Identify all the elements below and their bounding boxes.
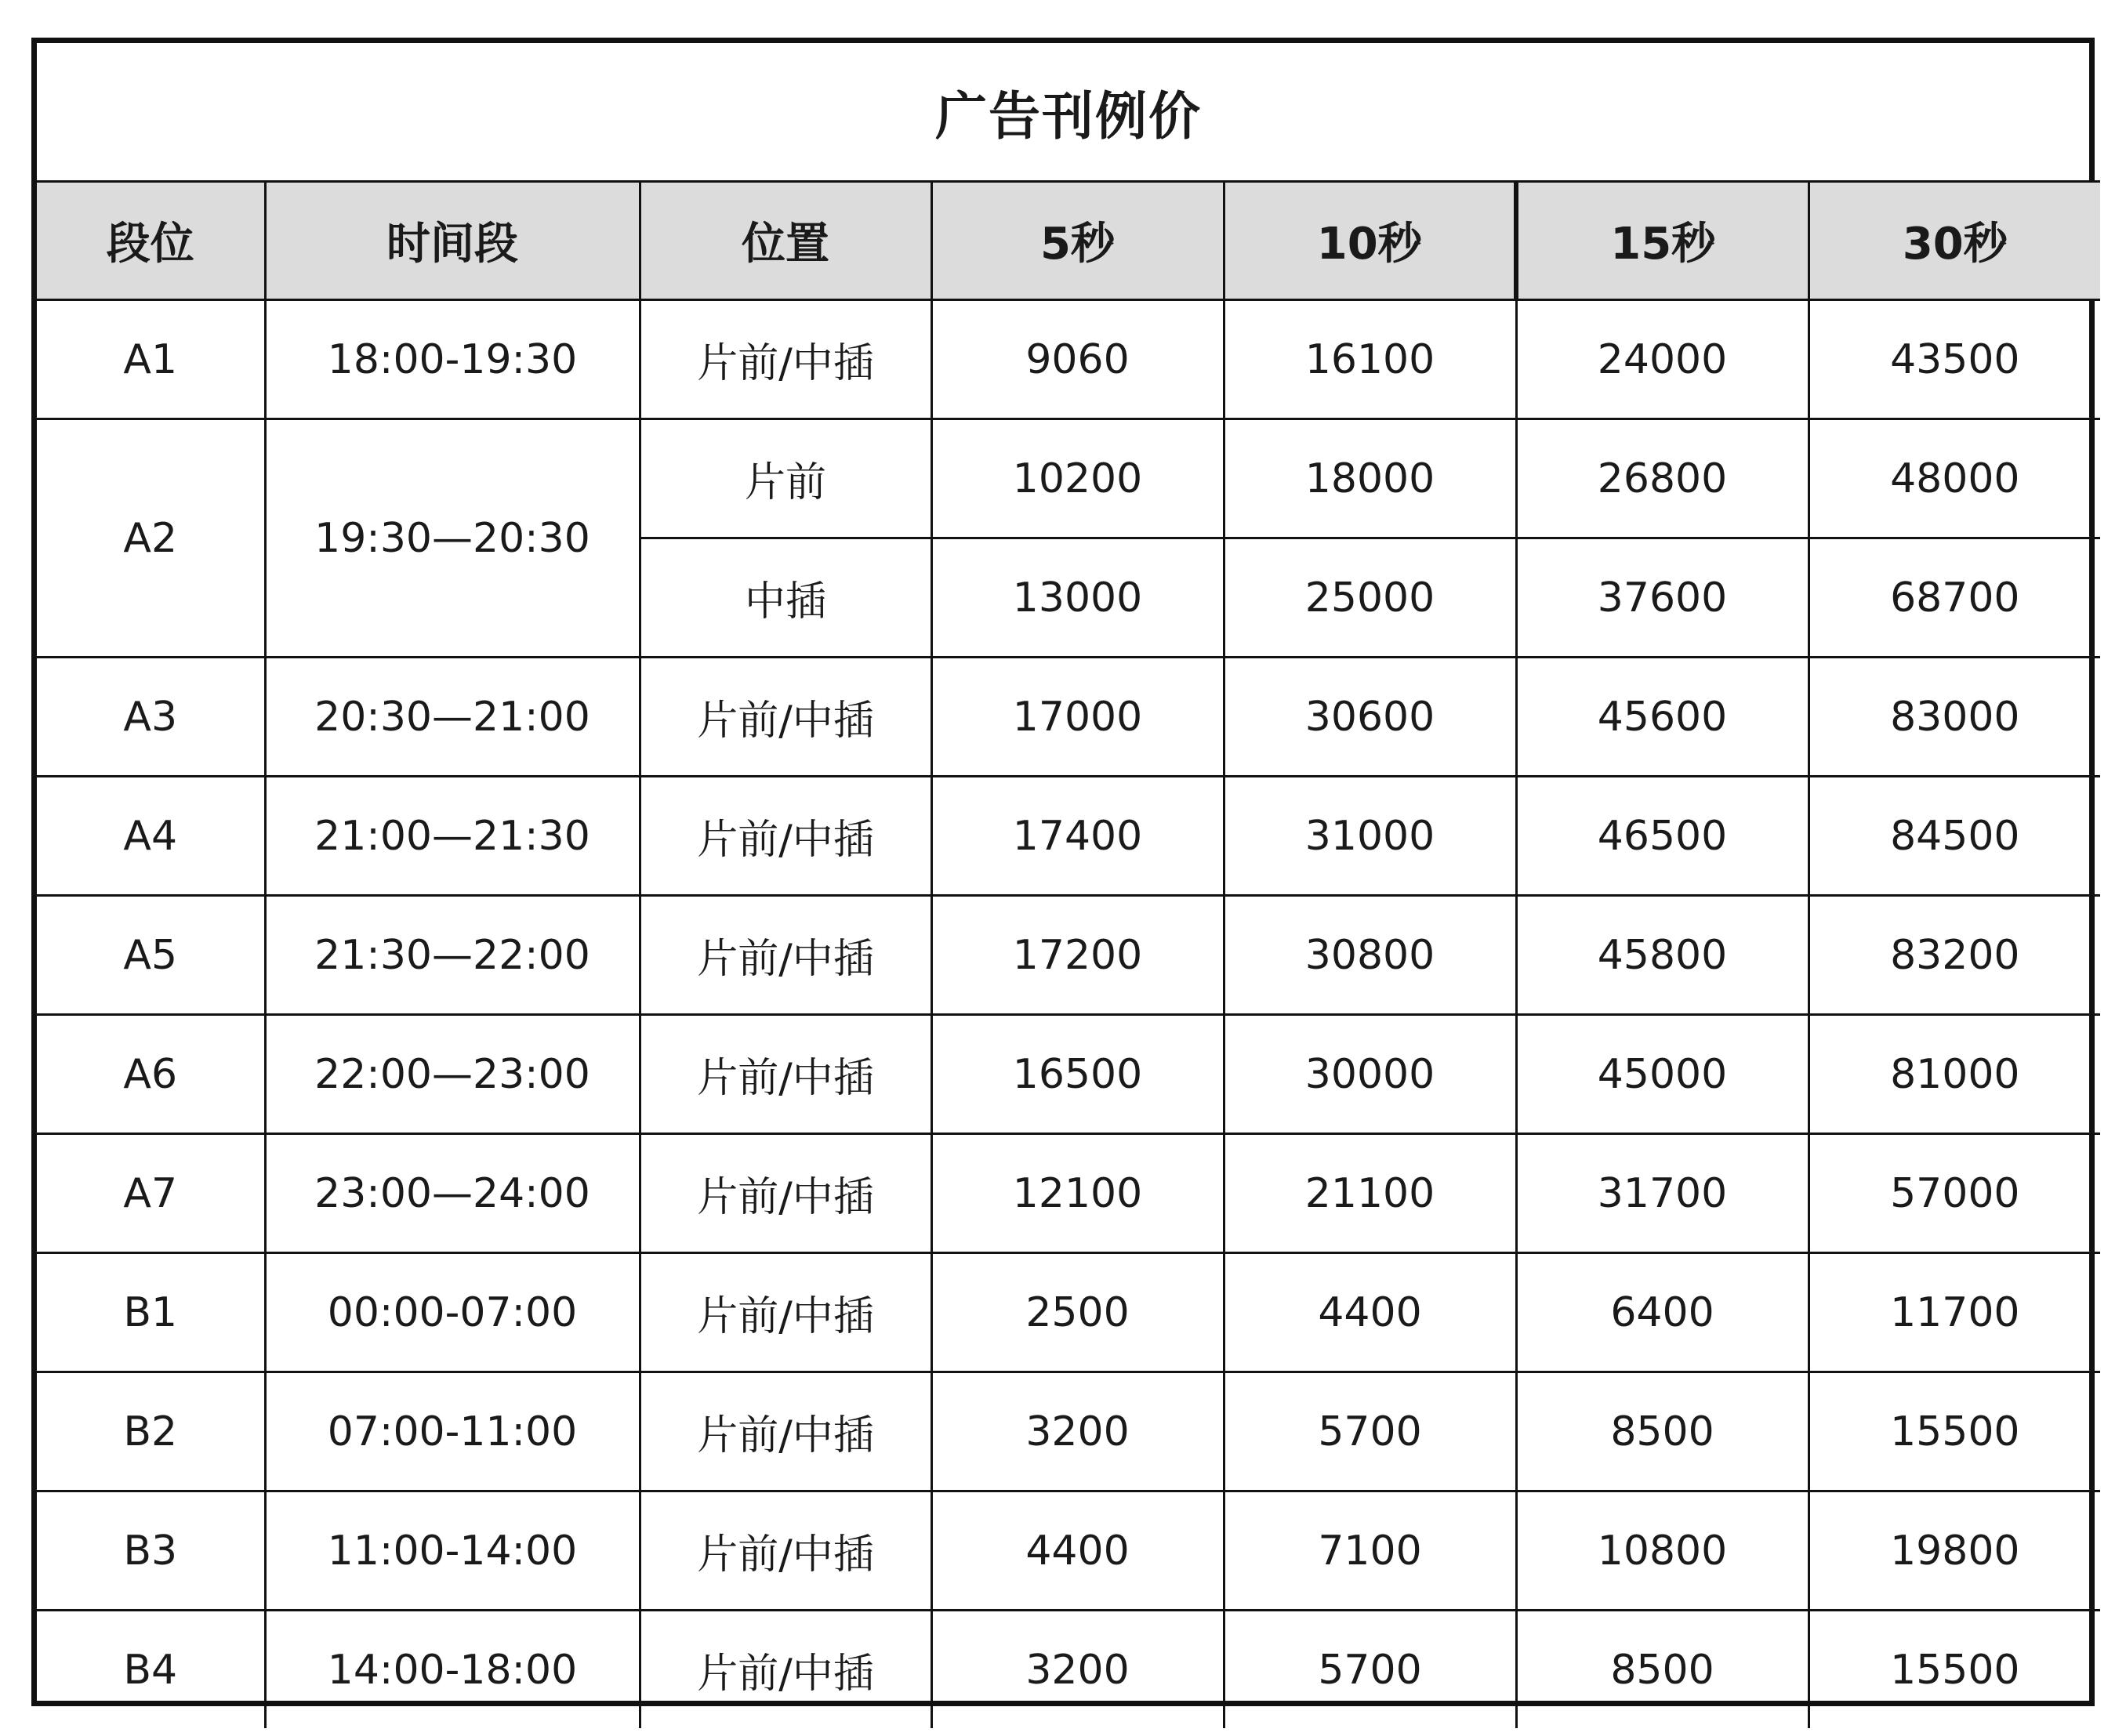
cell-price-10s: 18000 (1224, 419, 1516, 538)
cell-price-30s: 43500 (1809, 300, 2100, 419)
cell-segment: A3 (37, 658, 265, 777)
cell-price-5s: 2500 (931, 1253, 1224, 1372)
cell-segment: B3 (37, 1491, 265, 1611)
cell-price-5s: 4400 (931, 1491, 1224, 1611)
cell-price-15s: 8500 (1516, 1611, 1809, 1729)
cell-price-15s: 46500 (1516, 777, 1809, 896)
cell-price-10s: 30000 (1224, 1015, 1516, 1134)
cell-position: 片前/中插 (640, 777, 931, 896)
cell-price-15s: 24000 (1516, 300, 1809, 419)
header-time-slot: 时间段 (265, 182, 640, 300)
cell-price-10s: 30800 (1224, 896, 1516, 1015)
table-title: 广告刊例价 (37, 43, 2100, 182)
table-row (37, 1611, 2100, 1729)
cell-segment: A2 (37, 419, 265, 658)
cell-price-5s: 9060 (931, 300, 1224, 419)
cell-time-slot: 22:00—23:00 (265, 1015, 640, 1134)
cell-segment: A4 (37, 777, 265, 896)
cell-price-10s: 21100 (1224, 1134, 1516, 1253)
header-segment: 段位 (37, 182, 265, 300)
cell-time-slot: 07:00-11:00 (265, 1372, 640, 1491)
cell-price-10s: 16100 (1224, 300, 1516, 419)
header-position: 位置 (640, 182, 931, 300)
cell-price-5s: 17400 (931, 777, 1224, 896)
cell-price-15s: 45600 (1516, 658, 1809, 777)
cell-price-15s: 8500 (1516, 1372, 1809, 1491)
cell-position: 中插 (640, 538, 931, 658)
cell-segment: A7 (37, 1134, 265, 1253)
table-row (37, 1015, 2100, 1134)
cell-time-slot: 21:00—21:30 (265, 777, 640, 896)
cell-position: 片前 (640, 419, 931, 538)
cell-position: 片前/中插 (640, 658, 931, 777)
cell-price-15s: 6400 (1516, 1253, 1809, 1372)
cell-segment: B2 (37, 1372, 265, 1491)
cell-price-15s: 45800 (1516, 896, 1809, 1015)
header-5-seconds: 5秒 (931, 182, 1224, 300)
cell-time-slot: 11:00-14:00 (265, 1491, 640, 1611)
title-row (37, 43, 2100, 182)
table-row (37, 896, 2100, 1015)
cell-price-15s: 37600 (1516, 538, 1809, 658)
cell-time-slot: 18:00-19:30 (265, 300, 640, 419)
cell-time-slot: 00:00-07:00 (265, 1253, 640, 1372)
cell-segment: B4 (37, 1611, 265, 1729)
cell-price-30s: 81000 (1809, 1015, 2100, 1134)
table-row (37, 658, 2100, 777)
cell-price-15s: 10800 (1516, 1491, 1809, 1611)
cell-price-30s: 19800 (1809, 1491, 2100, 1611)
table-row (37, 1134, 2100, 1253)
cell-time-slot: 23:00—24:00 (265, 1134, 640, 1253)
cell-price-15s: 45000 (1516, 1015, 1809, 1134)
cell-position: 片前/中插 (640, 1611, 931, 1729)
cell-time-slot: 14:00-18:00 (265, 1611, 640, 1729)
cell-price-5s: 3200 (931, 1372, 1224, 1491)
cell-price-30s: 48000 (1809, 419, 2100, 538)
cell-segment: A5 (37, 896, 265, 1015)
cell-price-5s: 3200 (931, 1611, 1224, 1729)
cell-price-30s: 11700 (1809, 1253, 2100, 1372)
table-row (37, 300, 2100, 419)
cell-price-30s: 83000 (1809, 658, 2100, 777)
table-row (37, 1372, 2100, 1491)
cell-position: 片前/中插 (640, 1372, 931, 1491)
cell-segment: B1 (37, 1253, 265, 1372)
cell-price-10s: 31000 (1224, 777, 1516, 896)
cell-position: 片前/中插 (640, 300, 931, 419)
table-row (37, 419, 2100, 538)
cell-price-5s: 12100 (931, 1134, 1224, 1253)
cell-price-30s: 68700 (1809, 538, 2100, 658)
table-row (37, 777, 2100, 896)
cell-price-10s: 30600 (1224, 658, 1516, 777)
cell-price-30s: 83200 (1809, 896, 2100, 1015)
header-15-seconds: 15秒 (1516, 182, 1809, 300)
cell-price-10s: 25000 (1224, 538, 1516, 658)
cell-price-30s: 84500 (1809, 777, 2100, 896)
cell-price-5s: 10200 (931, 419, 1224, 538)
cell-price-5s: 17200 (931, 896, 1224, 1015)
cell-position: 片前/中插 (640, 896, 931, 1015)
cell-price-5s: 13000 (931, 538, 1224, 658)
cell-price-30s: 15500 (1809, 1372, 2100, 1491)
table-row (37, 1253, 2100, 1372)
cell-price-15s: 26800 (1516, 419, 1809, 538)
rate-card-table-frame (31, 38, 2095, 1706)
cell-time-slot: 19:30—20:30 (265, 419, 640, 658)
cell-segment: A1 (37, 300, 265, 419)
cell-price-10s: 5700 (1224, 1372, 1516, 1491)
cell-price-15s: 31700 (1516, 1134, 1809, 1253)
cell-price-5s: 17000 (931, 658, 1224, 777)
cell-time-slot: 21:30—22:00 (265, 896, 640, 1015)
cell-position: 片前/中插 (640, 1491, 931, 1611)
cell-price-10s: 5700 (1224, 1611, 1516, 1729)
cell-position: 片前/中插 (640, 1253, 931, 1372)
cell-position: 片前/中插 (640, 1015, 931, 1134)
header-30-seconds: 30秒 (1809, 182, 2100, 300)
cell-price-10s: 4400 (1224, 1253, 1516, 1372)
cell-position: 片前/中插 (640, 1134, 931, 1253)
cell-price-30s: 15500 (1809, 1611, 2100, 1729)
cell-price-10s: 7100 (1224, 1491, 1516, 1611)
cell-segment: A6 (37, 1015, 265, 1134)
header-row (37, 182, 2100, 300)
cell-price-30s: 57000 (1809, 1134, 2100, 1253)
cell-time-slot: 20:30—21:00 (265, 658, 640, 777)
table-row (37, 1491, 2100, 1611)
ad-rate-table (37, 43, 2100, 1728)
header-10-seconds: 10秒 (1224, 182, 1516, 300)
cell-price-5s: 16500 (931, 1015, 1224, 1134)
